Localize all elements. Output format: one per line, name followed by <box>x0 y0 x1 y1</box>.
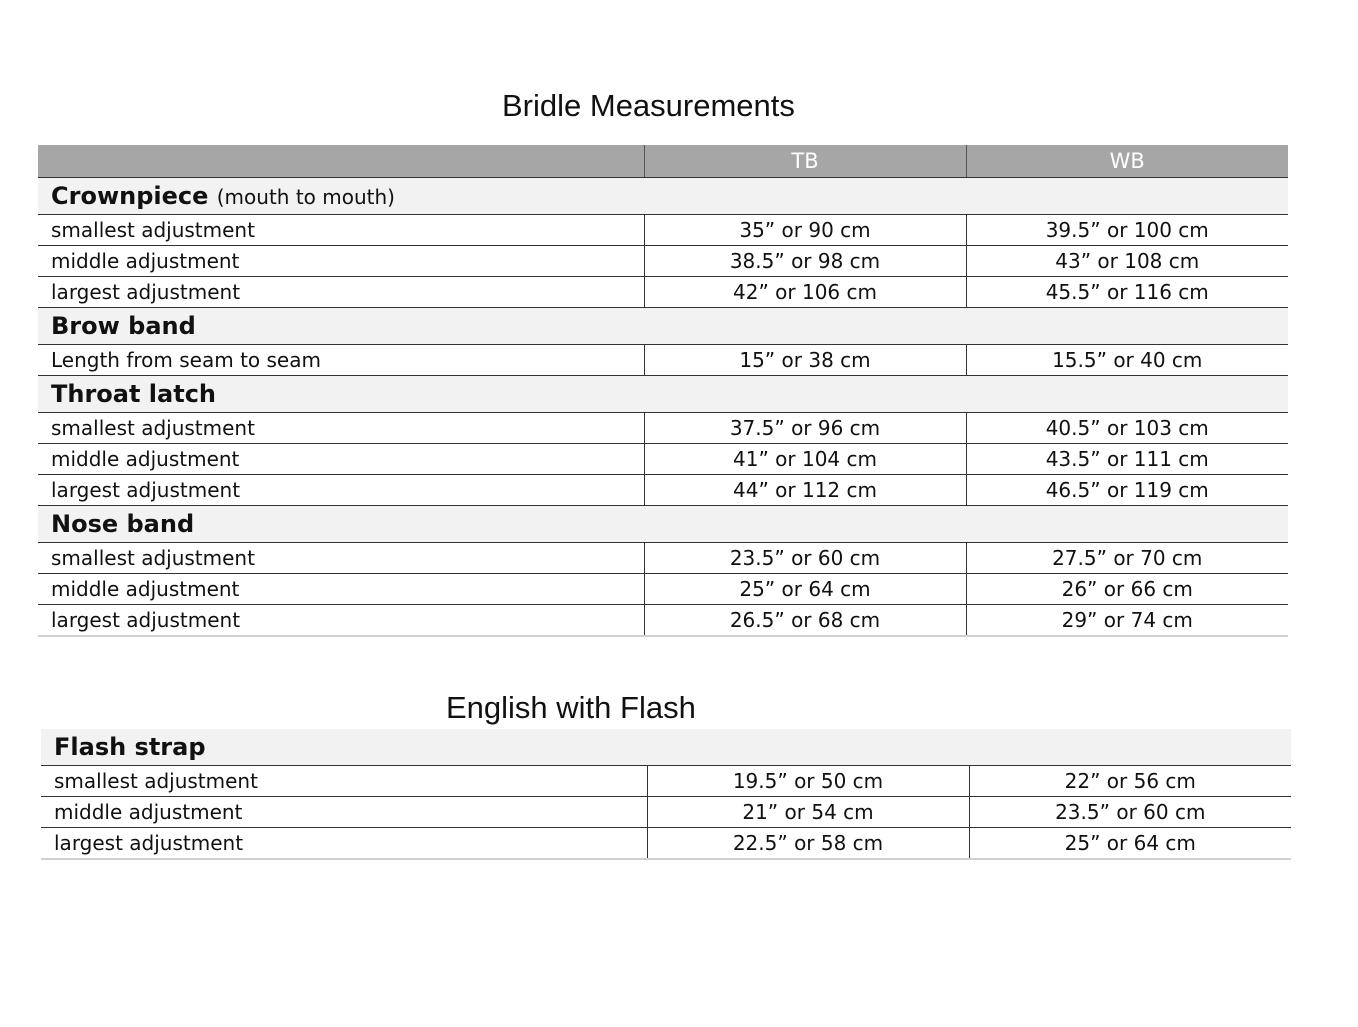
tb-value: 42” or 106 cm <box>644 277 966 308</box>
header-row <box>38 145 1288 178</box>
table-row <box>41 828 1291 860</box>
row-label: smallest adjustment <box>38 413 644 444</box>
header-tb: TB <box>644 145 966 178</box>
tb-value: 35” or 90 cm <box>644 215 966 246</box>
row-label: smallest adjustment <box>41 766 647 797</box>
wb-value: 26” or 66 cm <box>966 574 1288 605</box>
row-label: middle adjustment <box>38 574 644 605</box>
table-row <box>38 543 1288 574</box>
tb-value: 25” or 64 cm <box>644 574 966 605</box>
tb-value: 26.5” or 68 cm <box>644 605 966 637</box>
row-label: largest adjustment <box>41 828 647 860</box>
row-label: Length from seam to seam <box>38 345 644 376</box>
tb-value: 19.5” or 50 cm <box>647 766 969 797</box>
tb-value: 41” or 104 cm <box>644 444 966 475</box>
wb-value: 43.5” or 111 cm <box>966 444 1288 475</box>
section-crownpiece <box>38 178 1288 215</box>
tb-value: 15” or 38 cm <box>644 345 966 376</box>
header-label-cell <box>38 145 644 178</box>
row-label: middle adjustment <box>38 444 644 475</box>
section-title: Flash strap <box>41 729 1291 766</box>
row-label: middle adjustment <box>41 797 647 828</box>
table-row <box>41 797 1291 828</box>
tb-value: 23.5” or 60 cm <box>644 543 966 574</box>
tb-value: 38.5” or 98 cm <box>644 246 966 277</box>
wb-value: 43” or 108 cm <box>966 246 1288 277</box>
header-wb: WB <box>966 145 1288 178</box>
table-row <box>38 444 1288 475</box>
section-title: Crownpiece <box>51 182 209 210</box>
tb-value: 37.5” or 96 cm <box>644 413 966 444</box>
section-title: Throat latch <box>38 376 1288 413</box>
table-row <box>38 345 1288 376</box>
tb-value: 21” or 54 cm <box>647 797 969 828</box>
wb-value: 22” or 56 cm <box>969 766 1291 797</box>
row-label: smallest adjustment <box>38 215 644 246</box>
wb-value: 15.5” or 40 cm <box>966 345 1288 376</box>
row-label: largest adjustment <box>38 277 644 308</box>
section-note: (mouth to mouth) <box>216 185 395 209</box>
wb-value: 46.5” or 119 cm <box>966 475 1288 506</box>
wb-value: 29” or 74 cm <box>966 605 1288 637</box>
tb-value: 22.5” or 58 cm <box>647 828 969 860</box>
section-throat-latch <box>38 376 1288 413</box>
bridle-measurements-table <box>38 145 1288 637</box>
section-brow-band <box>38 308 1288 345</box>
table-row <box>38 475 1288 506</box>
flash-strap-table <box>41 729 1291 860</box>
row-label: largest adjustment <box>38 475 644 506</box>
row-label: smallest adjustment <box>38 543 644 574</box>
wb-value: 25” or 64 cm <box>969 828 1291 860</box>
table-row <box>38 277 1288 308</box>
wb-value: 23.5” or 60 cm <box>969 797 1291 828</box>
section-flash-strap <box>41 729 1291 766</box>
wb-value: 45.5” or 116 cm <box>966 277 1288 308</box>
wb-value: 27.5” or 70 cm <box>966 543 1288 574</box>
wb-value: 40.5” or 103 cm <box>966 413 1288 444</box>
flash-title: English with Flash <box>446 690 696 725</box>
wb-value: 39.5” or 100 cm <box>966 215 1288 246</box>
row-label: middle adjustment <box>38 246 644 277</box>
tb-value: 44” or 112 cm <box>644 475 966 506</box>
table-row <box>41 766 1291 797</box>
table-row <box>38 246 1288 277</box>
table-row <box>38 215 1288 246</box>
table-row <box>38 605 1288 637</box>
section-title: Brow band <box>38 308 1288 345</box>
section-title: Nose band <box>38 506 1288 543</box>
table-row <box>38 574 1288 605</box>
table-row <box>38 413 1288 444</box>
page-title: Bridle Measurements <box>502 88 795 123</box>
row-label: largest adjustment <box>38 605 644 637</box>
section-nose-band <box>38 506 1288 543</box>
